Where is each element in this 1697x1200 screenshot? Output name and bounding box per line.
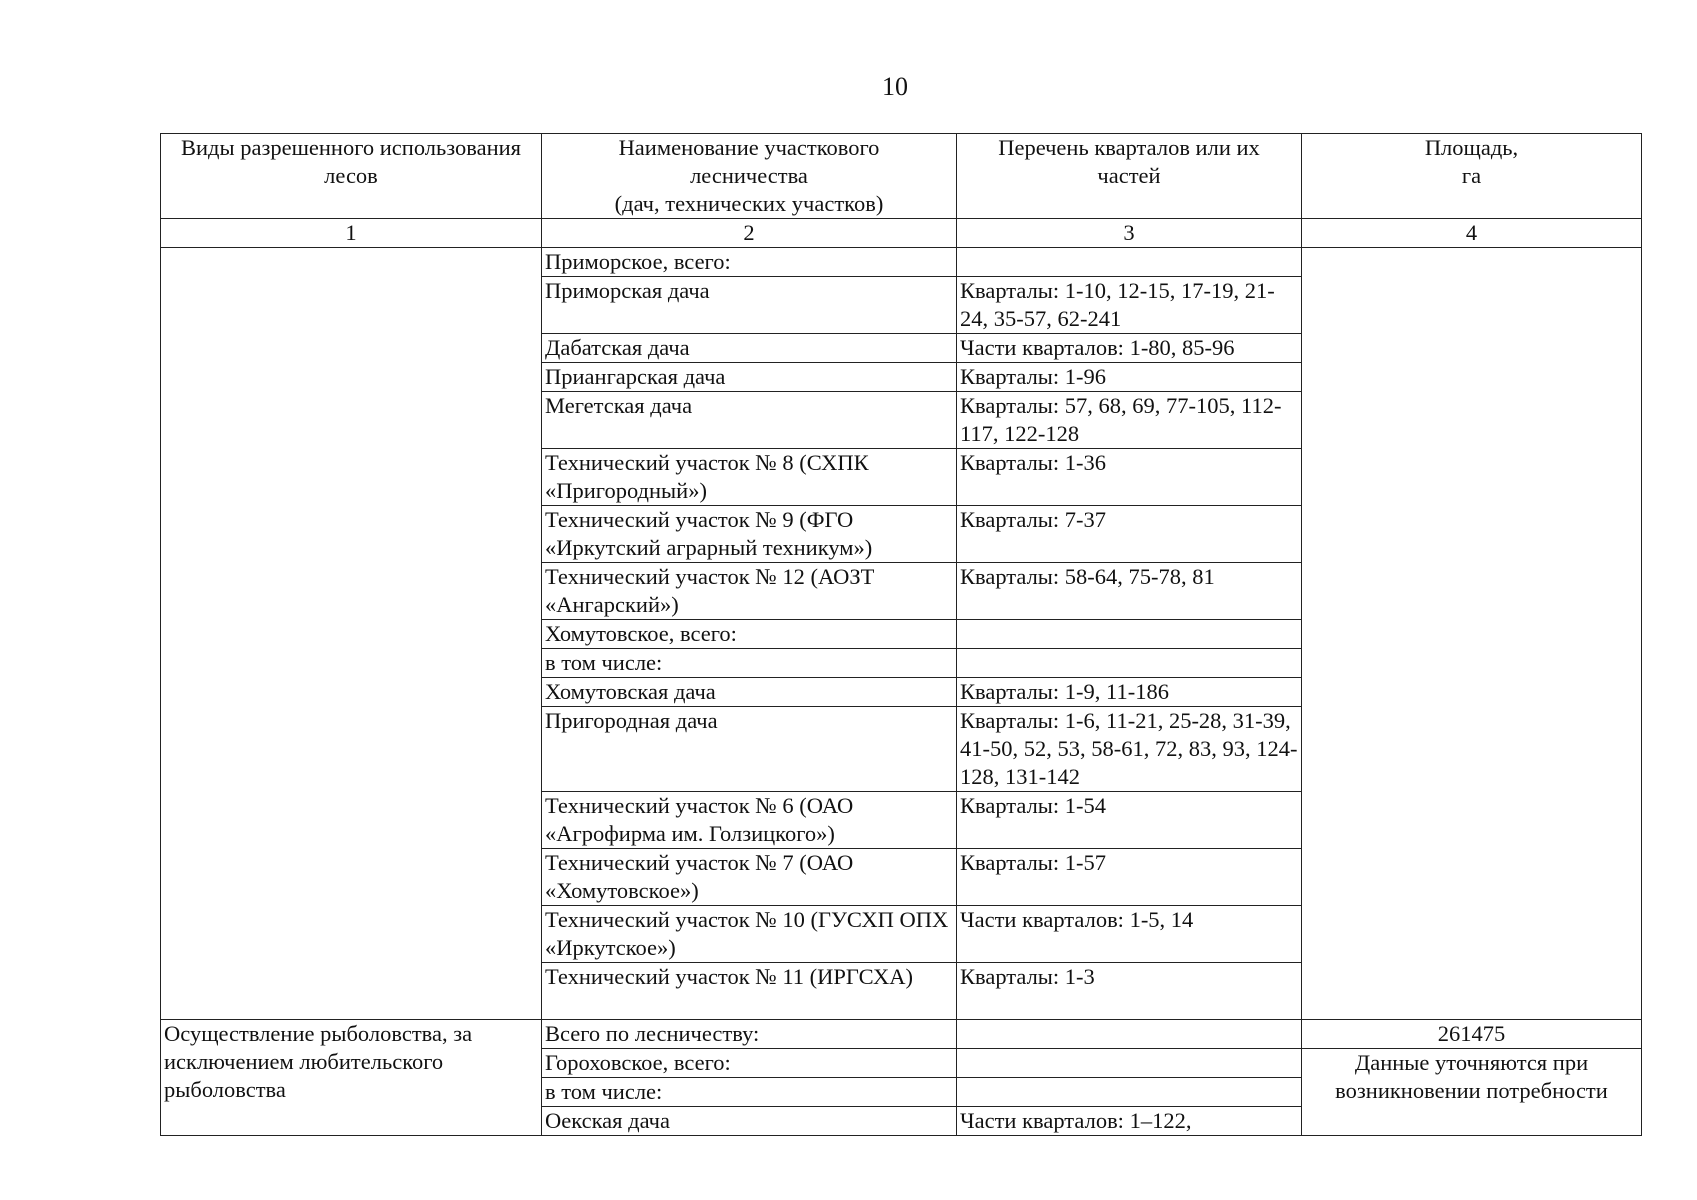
header-forestry-name-line: (дач, технических участков) <box>614 191 884 216</box>
table-row <box>161 1020 1642 1049</box>
page-number: 10 <box>882 72 908 101</box>
forestry-name-cell: Технический участок № 12 (АОЗТ «Ангарский») <box>542 563 957 620</box>
forestry-name-cell: Технический участок № 8 (СХПК «Пригородный») <box>542 449 957 506</box>
forestry-name-cell: Технический участок № 11 (ИРГСХА) <box>542 963 957 1020</box>
header-forestry-name <box>542 134 957 219</box>
quarters-cell: Кварталы: 1-96 <box>957 363 1302 392</box>
quarters-cell: Кварталы: 1-57 <box>957 849 1302 906</box>
quarters-cell: Кварталы: 7-37 <box>957 506 1302 563</box>
quarters-cell: Кварталы: 1-36 <box>957 449 1302 506</box>
quarters-cell <box>957 620 1302 649</box>
header-quarters-list <box>957 134 1302 219</box>
use-type-cell <box>161 248 542 1020</box>
forestry-name-cell: Приморское, всего: <box>542 248 957 277</box>
forest-use-table <box>160 133 1642 1136</box>
quarters-cell <box>957 1049 1302 1078</box>
quarters-cell: Части кварталов: 1-5, 14 <box>957 906 1302 963</box>
header-area-line: га <box>1461 163 1482 188</box>
forestry-name-cell: Хомутовская дача <box>542 678 957 707</box>
header-quarters-line: частей <box>1097 163 1161 188</box>
forestry-name-cell: Технический участок № 6 (ОАО «Агрофирма им. Голзицкого») <box>542 792 957 849</box>
forestry-name-cell: Пригородная дача <box>542 707 957 792</box>
quarters-cell: Кварталы: 1-6, 11-21, 25-28, 31-39, 41-50, 52, 53, 58-61, 72, 83, 93, 124-128, 131-142 <box>957 707 1302 792</box>
table-row <box>161 248 1642 277</box>
column-number: 2 <box>542 219 957 248</box>
forestry-name-cell: Мегетская дача <box>542 392 957 449</box>
quarters-cell <box>957 248 1302 277</box>
column-number: 1 <box>161 219 542 248</box>
quarters-cell: Части кварталов: 1–122, <box>957 1107 1302 1136</box>
forestry-name-cell: Приангарская дача <box>542 363 957 392</box>
table-header-row <box>161 134 1642 219</box>
forestry-name-cell: в том числе: <box>542 649 957 678</box>
forestry-name-cell: Оекская дача <box>542 1107 957 1136</box>
quarters-cell <box>957 1078 1302 1107</box>
forestry-name-cell: Технический участок № 10 (ГУСХП ОПХ «Иркутское») <box>542 906 957 963</box>
quarters-cell: Кварталы: 1-3 <box>957 963 1302 1020</box>
header-area <box>1302 134 1642 219</box>
forestry-name-cell: Приморская дача <box>542 277 957 334</box>
quarters-cell: Кварталы: 1-54 <box>957 792 1302 849</box>
area-cell <box>1302 248 1642 1020</box>
header-forestry-name-line: Наименование участкового <box>618 135 880 160</box>
area-note-cell: Данные уточняются при возникновении потребности <box>1302 1049 1642 1136</box>
quarters-cell <box>957 649 1302 678</box>
quarters-cell: Кварталы: 57, 68, 69, 77-105, 112-117, 122-128 <box>957 392 1302 449</box>
header-forestry-name-line: лесничества <box>690 163 808 188</box>
forestry-name-cell: Технический участок № 9 (ФГО «Иркутский аграрный техникум») <box>542 506 957 563</box>
forestry-name-cell: Дабатская дача <box>542 334 957 363</box>
column-number: 3 <box>957 219 1302 248</box>
quarters-cell <box>957 1020 1302 1049</box>
header-use-type: Виды разрешенного использования лесов <box>161 134 542 219</box>
forestry-name-cell: Всего по лесничеству: <box>542 1020 957 1049</box>
quarters-cell: Кварталы: 1-9, 11-186 <box>957 678 1302 707</box>
forestry-name-cell: в том числе: <box>542 1078 957 1107</box>
header-quarters-line: Перечень кварталов или их <box>998 135 1260 160</box>
header-area-line: Площадь, <box>1424 135 1519 160</box>
quarters-cell: Кварталы: 1-10, 12-15, 17-19, 21-24, 35-57, 62-241 <box>957 277 1302 334</box>
quarters-cell: Кварталы: 58-64, 75-78, 81 <box>957 563 1302 620</box>
quarters-cell: Части кварталов: 1-80, 85-96 <box>957 334 1302 363</box>
column-number-row <box>161 219 1642 248</box>
use-type-cell: Осуществление рыболовства, за исключением любительского рыболовства <box>161 1020 542 1136</box>
forestry-name-cell: Хомутовское, всего: <box>542 620 957 649</box>
total-area-cell: 261475 <box>1302 1020 1642 1049</box>
column-number: 4 <box>1302 219 1642 248</box>
forestry-name-cell: Технический участок № 7 (ОАО «Хомутовское») <box>542 849 957 906</box>
forestry-name-cell: Гороховское, всего: <box>542 1049 957 1078</box>
